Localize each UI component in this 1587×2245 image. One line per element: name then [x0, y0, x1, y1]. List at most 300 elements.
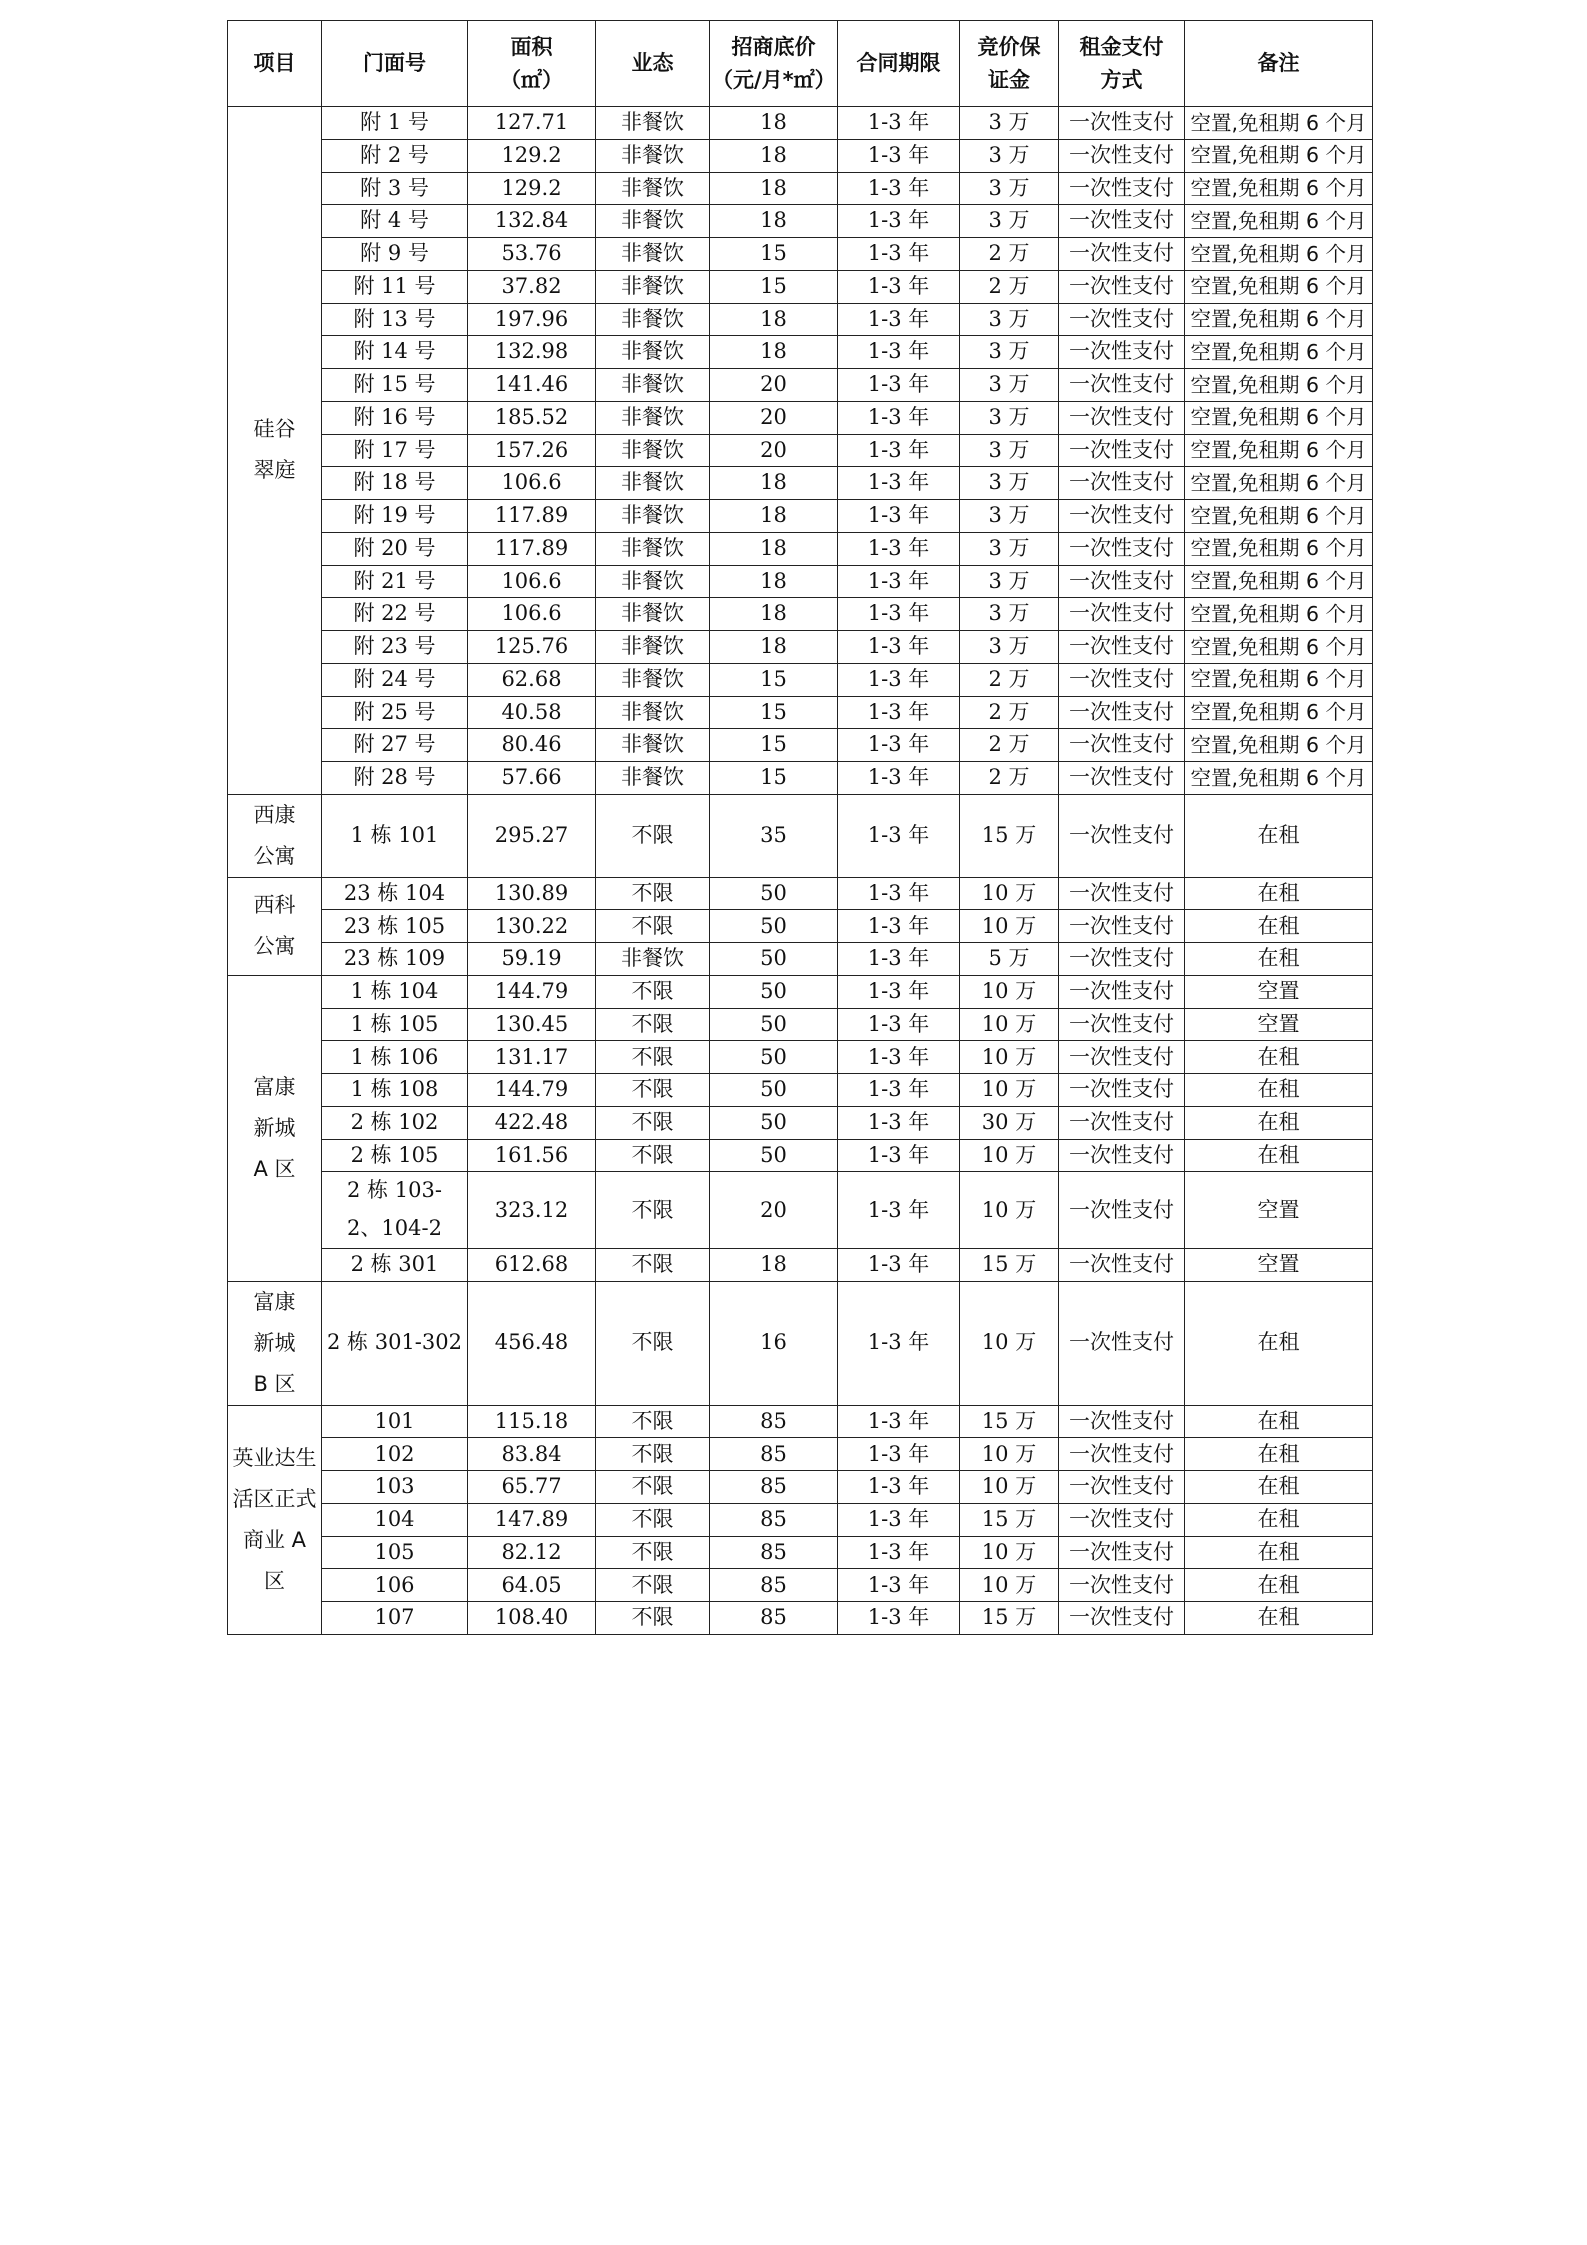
- unit-cell: 2 栋 301: [322, 1248, 468, 1281]
- unit-cell: 附 21 号: [322, 565, 468, 598]
- type-cell: 非餐饮: [596, 336, 710, 369]
- note-cell: 在租: [1185, 910, 1373, 943]
- term-cell: 1-3 年: [838, 631, 960, 664]
- area-cell: 129.2: [468, 139, 596, 172]
- unit-cell: 附 23 号: [322, 631, 468, 664]
- type-cell: 不限: [596, 1503, 710, 1536]
- note-cell: 在租: [1185, 1074, 1373, 1107]
- payment-cell: 一次性支付: [1059, 975, 1185, 1008]
- type-cell: 非餐饮: [596, 434, 710, 467]
- note-cell: 空置,免租期 6 个月: [1185, 565, 1373, 598]
- unit-cell: 23 栋 104: [322, 877, 468, 910]
- unit-cell: 附 19 号: [322, 500, 468, 533]
- price-cell: 50: [710, 975, 838, 1008]
- unit-cell: 附 2 号: [322, 139, 468, 172]
- area-cell: 82.12: [468, 1536, 596, 1569]
- unit-cell: 107: [322, 1602, 468, 1635]
- term-cell: 1-3 年: [838, 1041, 960, 1074]
- table-row: [228, 631, 1373, 664]
- table-row: [228, 598, 1373, 631]
- payment-cell: 一次性支付: [1059, 943, 1185, 976]
- header-type: 业态: [596, 21, 710, 107]
- price-cell: 35: [710, 794, 838, 877]
- price-cell: 18: [710, 467, 838, 500]
- table-row: [228, 975, 1373, 1008]
- term-cell: 1-3 年: [838, 910, 960, 943]
- term-cell: 1-3 年: [838, 1503, 960, 1536]
- table-row: [228, 1041, 1373, 1074]
- unit-cell: 1 栋 101: [322, 794, 468, 877]
- term-cell: 1-3 年: [838, 434, 960, 467]
- project-name-cell: 硅谷翠庭: [228, 107, 322, 795]
- unit-cell: 102: [322, 1438, 468, 1471]
- price-cell: 50: [710, 877, 838, 910]
- area-cell: 127.71: [468, 107, 596, 140]
- price-cell: 85: [710, 1503, 838, 1536]
- area-cell: 125.76: [468, 631, 596, 664]
- deposit-cell: 3 万: [960, 369, 1059, 402]
- type-cell: 不限: [596, 1139, 710, 1172]
- unit-cell: 附 3 号: [322, 172, 468, 205]
- payment-cell: 一次性支付: [1059, 467, 1185, 500]
- deposit-cell: 30 万: [960, 1106, 1059, 1139]
- area-cell: 83.84: [468, 1438, 596, 1471]
- term-cell: 1-3 年: [838, 1172, 960, 1249]
- unit-cell: 附 1 号: [322, 107, 468, 140]
- type-cell: 不限: [596, 1041, 710, 1074]
- payment-cell: 一次性支付: [1059, 762, 1185, 795]
- type-cell: 不限: [596, 1281, 710, 1405]
- payment-cell: 一次性支付: [1059, 663, 1185, 696]
- price-cell: 15: [710, 270, 838, 303]
- price-cell: 85: [710, 1602, 838, 1635]
- note-cell: 空置,免租期 6 个月: [1185, 729, 1373, 762]
- note-cell: 空置: [1185, 1248, 1373, 1281]
- header-area-unit: （㎡）: [500, 67, 563, 92]
- payment-cell: 一次性支付: [1059, 1041, 1185, 1074]
- table-row: [228, 877, 1373, 910]
- price-cell: 50: [710, 1041, 838, 1074]
- payment-cell: 一次性支付: [1059, 1172, 1185, 1249]
- note-cell: 空置,免租期 6 个月: [1185, 303, 1373, 336]
- header-note: 备注: [1185, 21, 1373, 107]
- term-cell: 1-3 年: [838, 975, 960, 1008]
- type-cell: 非餐饮: [596, 565, 710, 598]
- table-row: [228, 500, 1373, 533]
- term-cell: 1-3 年: [838, 1438, 960, 1471]
- deposit-cell: 3 万: [960, 139, 1059, 172]
- deposit-cell: 15 万: [960, 1602, 1059, 1635]
- unit-cell: 附 22 号: [322, 598, 468, 631]
- type-cell: 非餐饮: [596, 762, 710, 795]
- unit-cell: 1 栋 108: [322, 1074, 468, 1107]
- table-row: [228, 1248, 1373, 1281]
- area-cell: 147.89: [468, 1503, 596, 1536]
- header-unit: 门面号: [322, 21, 468, 107]
- term-cell: 1-3 年: [838, 336, 960, 369]
- header-price: [710, 21, 838, 107]
- deposit-cell: 15 万: [960, 1405, 1059, 1438]
- header-price-label: 招商底价: [731, 34, 816, 59]
- unit-cell: 106: [322, 1569, 468, 1602]
- price-cell: 15: [710, 762, 838, 795]
- unit-cell: 23 栋 105: [322, 910, 468, 943]
- deposit-cell: 10 万: [960, 1471, 1059, 1504]
- term-cell: 1-3 年: [838, 1106, 960, 1139]
- table-row: [228, 270, 1373, 303]
- note-cell: 空置,免租期 6 个月: [1185, 663, 1373, 696]
- note-cell: 在租: [1185, 1471, 1373, 1504]
- price-cell: 15: [710, 663, 838, 696]
- price-cell: 20: [710, 1172, 838, 1249]
- deposit-cell: 10 万: [960, 1536, 1059, 1569]
- note-cell: 空置,免租期 6 个月: [1185, 238, 1373, 271]
- area-cell: 80.46: [468, 729, 596, 762]
- price-cell: 18: [710, 500, 838, 533]
- note-cell: 空置,免租期 6 个月: [1185, 532, 1373, 565]
- project-name-cell: 西康公寓: [228, 794, 322, 877]
- area-cell: 129.2: [468, 172, 596, 205]
- deposit-cell: 15 万: [960, 1248, 1059, 1281]
- table-row: [228, 794, 1373, 877]
- deposit-cell: 10 万: [960, 1041, 1059, 1074]
- unit-cell: 104: [322, 1503, 468, 1536]
- price-cell: 18: [710, 532, 838, 565]
- term-cell: 1-3 年: [838, 205, 960, 238]
- type-cell: 不限: [596, 1602, 710, 1635]
- table-row: [228, 910, 1373, 943]
- term-cell: 1-3 年: [838, 1405, 960, 1438]
- note-cell: 空置,免租期 6 个月: [1185, 205, 1373, 238]
- price-cell: 20: [710, 401, 838, 434]
- payment-cell: 一次性支付: [1059, 172, 1185, 205]
- table-row: [228, 729, 1373, 762]
- unit-cell: 附 28 号: [322, 762, 468, 795]
- term-cell: 1-3 年: [838, 1471, 960, 1504]
- table-row: [228, 1405, 1373, 1438]
- unit-cell: 附 17 号: [322, 434, 468, 467]
- project-name-cell: 英业达生活区正式商业 A 区: [228, 1405, 322, 1634]
- deposit-cell: 15 万: [960, 1503, 1059, 1536]
- note-cell: 空置,免租期 6 个月: [1185, 696, 1373, 729]
- area-cell: 144.79: [468, 1074, 596, 1107]
- area-cell: 53.76: [468, 238, 596, 271]
- header-project: 项目: [228, 21, 322, 107]
- area-cell: 115.18: [468, 1405, 596, 1438]
- unit-cell: 附 13 号: [322, 303, 468, 336]
- deposit-cell: 10 万: [960, 1172, 1059, 1249]
- note-cell: 空置,免租期 6 个月: [1185, 139, 1373, 172]
- note-cell: 空置,免租期 6 个月: [1185, 467, 1373, 500]
- area-cell: 130.22: [468, 910, 596, 943]
- term-cell: 1-3 年: [838, 139, 960, 172]
- table-row: [228, 336, 1373, 369]
- type-cell: 不限: [596, 1405, 710, 1438]
- table-row: [228, 303, 1373, 336]
- deposit-cell: 3 万: [960, 631, 1059, 664]
- unit-cell: 附 25 号: [322, 696, 468, 729]
- project-name-cell: 富康新城 B 区: [228, 1281, 322, 1405]
- area-cell: 37.82: [468, 270, 596, 303]
- price-cell: 18: [710, 303, 838, 336]
- note-cell: 在租: [1185, 1602, 1373, 1635]
- note-cell: 空置,免租期 6 个月: [1185, 631, 1373, 664]
- payment-cell: 一次性支付: [1059, 696, 1185, 729]
- type-cell: 非餐饮: [596, 696, 710, 729]
- price-cell: 18: [710, 107, 838, 140]
- payment-cell: 一次性支付: [1059, 1536, 1185, 1569]
- deposit-cell: 2 万: [960, 729, 1059, 762]
- area-cell: 106.6: [468, 467, 596, 500]
- type-cell: 非餐饮: [596, 238, 710, 271]
- type-cell: 不限: [596, 1074, 710, 1107]
- note-cell: 在租: [1185, 1139, 1373, 1172]
- term-cell: 1-3 年: [838, 663, 960, 696]
- table-row: [228, 1106, 1373, 1139]
- area-cell: 132.84: [468, 205, 596, 238]
- deposit-cell: 3 万: [960, 172, 1059, 205]
- area-cell: 57.66: [468, 762, 596, 795]
- unit-cell: 附 4 号: [322, 205, 468, 238]
- payment-cell: 一次性支付: [1059, 1438, 1185, 1471]
- area-cell: 185.52: [468, 401, 596, 434]
- unit-cell: 附 14 号: [322, 336, 468, 369]
- note-cell: 空置,免租期 6 个月: [1185, 369, 1373, 402]
- term-cell: 1-3 年: [838, 1008, 960, 1041]
- price-cell: 85: [710, 1536, 838, 1569]
- payment-cell: 一次性支付: [1059, 1139, 1185, 1172]
- deposit-cell: 3 万: [960, 598, 1059, 631]
- price-cell: 18: [710, 172, 838, 205]
- deposit-cell: 2 万: [960, 270, 1059, 303]
- header-payment: [1059, 21, 1185, 107]
- payment-cell: 一次性支付: [1059, 1569, 1185, 1602]
- area-cell: 157.26: [468, 434, 596, 467]
- note-cell: 空置: [1185, 1172, 1373, 1249]
- deposit-cell: 10 万: [960, 910, 1059, 943]
- type-cell: 不限: [596, 1106, 710, 1139]
- table-body: [228, 107, 1373, 1635]
- price-cell: 85: [710, 1405, 838, 1438]
- type-cell: 不限: [596, 1471, 710, 1504]
- term-cell: 1-3 年: [838, 500, 960, 533]
- table-row: [228, 205, 1373, 238]
- term-cell: 1-3 年: [838, 401, 960, 434]
- payment-cell: 一次性支付: [1059, 1074, 1185, 1107]
- term-cell: 1-3 年: [838, 107, 960, 140]
- area-cell: 197.96: [468, 303, 596, 336]
- type-cell: 非餐饮: [596, 139, 710, 172]
- note-cell: 在租: [1185, 877, 1373, 910]
- header-area: [468, 21, 596, 107]
- deposit-cell: 10 万: [960, 1281, 1059, 1405]
- unit-cell: 附 24 号: [322, 663, 468, 696]
- unit-cell: 附 15 号: [322, 369, 468, 402]
- price-cell: 50: [710, 1139, 838, 1172]
- header-deposit-l1: 竞价保: [977, 34, 1041, 59]
- unit-cell: 2 栋 102: [322, 1106, 468, 1139]
- price-cell: 18: [710, 205, 838, 238]
- area-cell: 130.89: [468, 877, 596, 910]
- table-row: [228, 1139, 1373, 1172]
- payment-cell: 一次性支付: [1059, 1248, 1185, 1281]
- payment-cell: 一次性支付: [1059, 910, 1185, 943]
- project-name-cell: 富康新城 A 区: [228, 975, 322, 1281]
- type-cell: 非餐饮: [596, 369, 710, 402]
- type-cell: 非餐饮: [596, 532, 710, 565]
- table-row: [228, 107, 1373, 140]
- payment-cell: 一次性支付: [1059, 1602, 1185, 1635]
- payment-cell: 一次性支付: [1059, 270, 1185, 303]
- type-cell: 非餐饮: [596, 500, 710, 533]
- note-cell: 空置,免租期 6 个月: [1185, 270, 1373, 303]
- price-cell: 16: [710, 1281, 838, 1405]
- area-cell: 132.98: [468, 336, 596, 369]
- unit-cell: 附 9 号: [322, 238, 468, 271]
- deposit-cell: 3 万: [960, 107, 1059, 140]
- type-cell: 非餐饮: [596, 270, 710, 303]
- area-cell: 323.12: [468, 1172, 596, 1249]
- term-cell: 1-3 年: [838, 303, 960, 336]
- unit-cell: 23 栋 109: [322, 943, 468, 976]
- term-cell: 1-3 年: [838, 696, 960, 729]
- type-cell: 非餐饮: [596, 172, 710, 205]
- header-deposit-l2: 证金: [988, 67, 1030, 92]
- unit-cell: 附 18 号: [322, 467, 468, 500]
- note-cell: 在租: [1185, 1438, 1373, 1471]
- note-cell: 在租: [1185, 1041, 1373, 1074]
- payment-cell: 一次性支付: [1059, 1281, 1185, 1405]
- price-cell: 15: [710, 729, 838, 762]
- deposit-cell: 2 万: [960, 762, 1059, 795]
- deposit-cell: 10 万: [960, 877, 1059, 910]
- payment-cell: 一次性支付: [1059, 139, 1185, 172]
- payment-cell: 一次性支付: [1059, 1405, 1185, 1438]
- note-cell: 在租: [1185, 1503, 1373, 1536]
- type-cell: 非餐饮: [596, 663, 710, 696]
- term-cell: 1-3 年: [838, 762, 960, 795]
- price-cell: 18: [710, 598, 838, 631]
- unit-cell: 附 11 号: [322, 270, 468, 303]
- unit-cell: 附 16 号: [322, 401, 468, 434]
- table-row: [228, 434, 1373, 467]
- table-row: [228, 696, 1373, 729]
- note-cell: 空置,免租期 6 个月: [1185, 172, 1373, 205]
- deposit-cell: 10 万: [960, 1438, 1059, 1471]
- payment-cell: 一次性支付: [1059, 1106, 1185, 1139]
- note-cell: 空置,免租期 6 个月: [1185, 107, 1373, 140]
- unit-cell: 2 栋 103-2、104-2: [322, 1172, 468, 1249]
- deposit-cell: 2 万: [960, 663, 1059, 696]
- unit-cell: 103: [322, 1471, 468, 1504]
- note-cell: 空置,免租期 6 个月: [1185, 336, 1373, 369]
- table-row: [228, 1602, 1373, 1635]
- note-cell: 空置: [1185, 1008, 1373, 1041]
- type-cell: 非餐饮: [596, 401, 710, 434]
- deposit-cell: 10 万: [960, 1074, 1059, 1107]
- unit-cell: 105: [322, 1536, 468, 1569]
- unit-cell: 1 栋 106: [322, 1041, 468, 1074]
- price-cell: 50: [710, 1074, 838, 1107]
- payment-cell: 一次性支付: [1059, 1503, 1185, 1536]
- unit-cell: 2 栋 301-302: [322, 1281, 468, 1405]
- unit-cell: 101: [322, 1405, 468, 1438]
- note-cell: 在租: [1185, 1281, 1373, 1405]
- area-cell: 131.17: [468, 1041, 596, 1074]
- payment-cell: 一次性支付: [1059, 401, 1185, 434]
- note-cell: 在租: [1185, 1569, 1373, 1602]
- payment-cell: 一次性支付: [1059, 205, 1185, 238]
- table-row: [228, 1536, 1373, 1569]
- price-cell: 50: [710, 1106, 838, 1139]
- payment-cell: 一次性支付: [1059, 598, 1185, 631]
- note-cell: 在租: [1185, 1536, 1373, 1569]
- unit-cell: 1 栋 104: [322, 975, 468, 1008]
- type-cell: 非餐饮: [596, 303, 710, 336]
- term-cell: 1-3 年: [838, 172, 960, 205]
- table-row: [228, 1569, 1373, 1602]
- deposit-cell: 2 万: [960, 696, 1059, 729]
- term-cell: 1-3 年: [838, 729, 960, 762]
- area-cell: 456.48: [468, 1281, 596, 1405]
- table-row: [228, 1471, 1373, 1504]
- area-cell: 40.58: [468, 696, 596, 729]
- price-cell: 15: [710, 696, 838, 729]
- payment-cell: 一次性支付: [1059, 631, 1185, 664]
- table-header: [228, 21, 1373, 107]
- payment-cell: 一次性支付: [1059, 303, 1185, 336]
- area-cell: 106.6: [468, 565, 596, 598]
- deposit-cell: 3 万: [960, 205, 1059, 238]
- area-cell: 295.27: [468, 794, 596, 877]
- table-row: [228, 762, 1373, 795]
- price-cell: 18: [710, 336, 838, 369]
- term-cell: 1-3 年: [838, 943, 960, 976]
- note-cell: 空置,免租期 6 个月: [1185, 762, 1373, 795]
- area-cell: 612.68: [468, 1248, 596, 1281]
- term-cell: 1-3 年: [838, 1139, 960, 1172]
- note-cell: 空置,免租期 6 个月: [1185, 500, 1373, 533]
- deposit-cell: 15 万: [960, 794, 1059, 877]
- area-cell: 422.48: [468, 1106, 596, 1139]
- deposit-cell: 3 万: [960, 500, 1059, 533]
- type-cell: 不限: [596, 1536, 710, 1569]
- note-cell: 空置,免租期 6 个月: [1185, 598, 1373, 631]
- payment-cell: 一次性支付: [1059, 369, 1185, 402]
- payment-cell: 一次性支付: [1059, 565, 1185, 598]
- area-cell: 130.45: [468, 1008, 596, 1041]
- term-cell: 1-3 年: [838, 238, 960, 271]
- table-row: [228, 139, 1373, 172]
- payment-cell: 一次性支付: [1059, 1471, 1185, 1504]
- type-cell: 非餐饮: [596, 631, 710, 664]
- unit-cell: 1 栋 105: [322, 1008, 468, 1041]
- note-cell: 在租: [1185, 794, 1373, 877]
- table-row: [228, 565, 1373, 598]
- note-cell: 空置: [1185, 975, 1373, 1008]
- price-cell: 18: [710, 631, 838, 664]
- price-cell: 18: [710, 565, 838, 598]
- type-cell: 不限: [596, 910, 710, 943]
- area-cell: 144.79: [468, 975, 596, 1008]
- project-name-cell: 西科公寓: [228, 877, 322, 975]
- note-cell: 空置,免租期 6 个月: [1185, 401, 1373, 434]
- type-cell: 不限: [596, 877, 710, 910]
- table-row: [228, 369, 1373, 402]
- price-cell: 20: [710, 369, 838, 402]
- table-row: [228, 1281, 1373, 1405]
- deposit-cell: 2 万: [960, 238, 1059, 271]
